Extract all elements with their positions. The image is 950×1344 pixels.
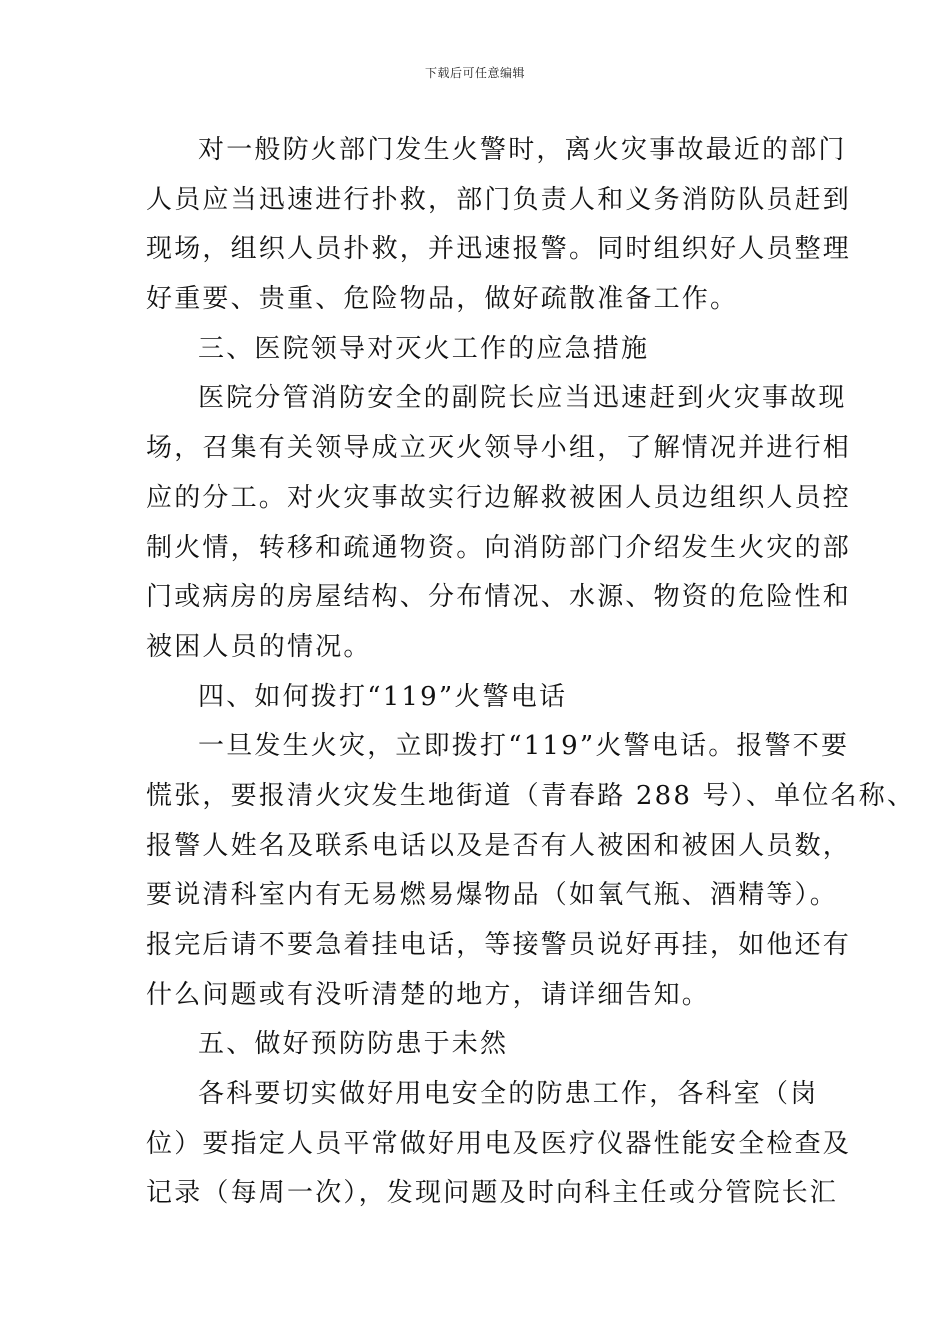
text-line: 现场，组织人员扑救，并迅速报警。同时组织好人员整理 xyxy=(146,234,852,265)
text-line: 慌张，要报清火灾发生地街道（青春路 288 号）、单位名称、 xyxy=(146,780,916,811)
text-line: 要说清科室内有无易燃易爆物品（如氧气瓶、酒精等）。 xyxy=(146,880,839,911)
section-heading: 三、医院领导对灭火工作的应急措施 xyxy=(198,333,650,364)
text-line: 报完后请不要急着挂电话，等接警员说好再挂，如他还有 xyxy=(146,930,852,960)
text-line: 应的分工。对火灾事故实行边解救被困人员边组织人员控 xyxy=(146,482,852,513)
text-line: 制火情，转移和疏通物资。向消防部门介绍发生火灾的部 xyxy=(146,532,852,563)
text-line: 对一般防火部门发生火警时，离火灾事故最近的部门 xyxy=(198,135,847,165)
text-line: 记录（每周一次），发现问题及时向科主任或分管院长汇 xyxy=(146,1178,839,1209)
text-line: 一旦发生火灾，立即拨打“119”火警电话。报警不要 xyxy=(198,731,850,762)
text-line: 医院分管消防安全的副院长应当迅速赶到火灾事故现 xyxy=(198,383,847,414)
text-line: 被困人员的情况。 xyxy=(146,631,372,662)
text-line: 什么问题或有没听清楚的地方，请详细告知。 xyxy=(146,979,711,1010)
section-heading: 五、做好预防防患于未然 xyxy=(198,1029,509,1060)
text-line: 位）要指定人员平常做好用电及医疗仪器性能安全检查及 xyxy=(146,1128,852,1159)
text-line: 报警人姓名及联系电话以及是否有人被困和被困人员数， xyxy=(146,830,852,861)
text-line: 人员应当迅速进行扑救，部门负责人和义务消防队员赶到 xyxy=(146,184,852,215)
document-body xyxy=(146,126,916,1219)
section-heading: 四、如何拨打“119”火警电话 xyxy=(198,681,568,712)
text-line: 门或病房的房屋结构、分布情况、水源、物资的危险性和 xyxy=(146,582,852,613)
text-line: 各科要切实做好用电安全的防患工作，各科室（岗 xyxy=(198,1079,819,1110)
text-line: 好重要、贵重、危险物品，做好疏散准备工作。 xyxy=(146,284,739,315)
page-header: 下载后可任意编辑 xyxy=(424,66,525,80)
text-line: 场，召集有关领导成立灭火领导小组，了解情况并进行相 xyxy=(146,433,852,464)
